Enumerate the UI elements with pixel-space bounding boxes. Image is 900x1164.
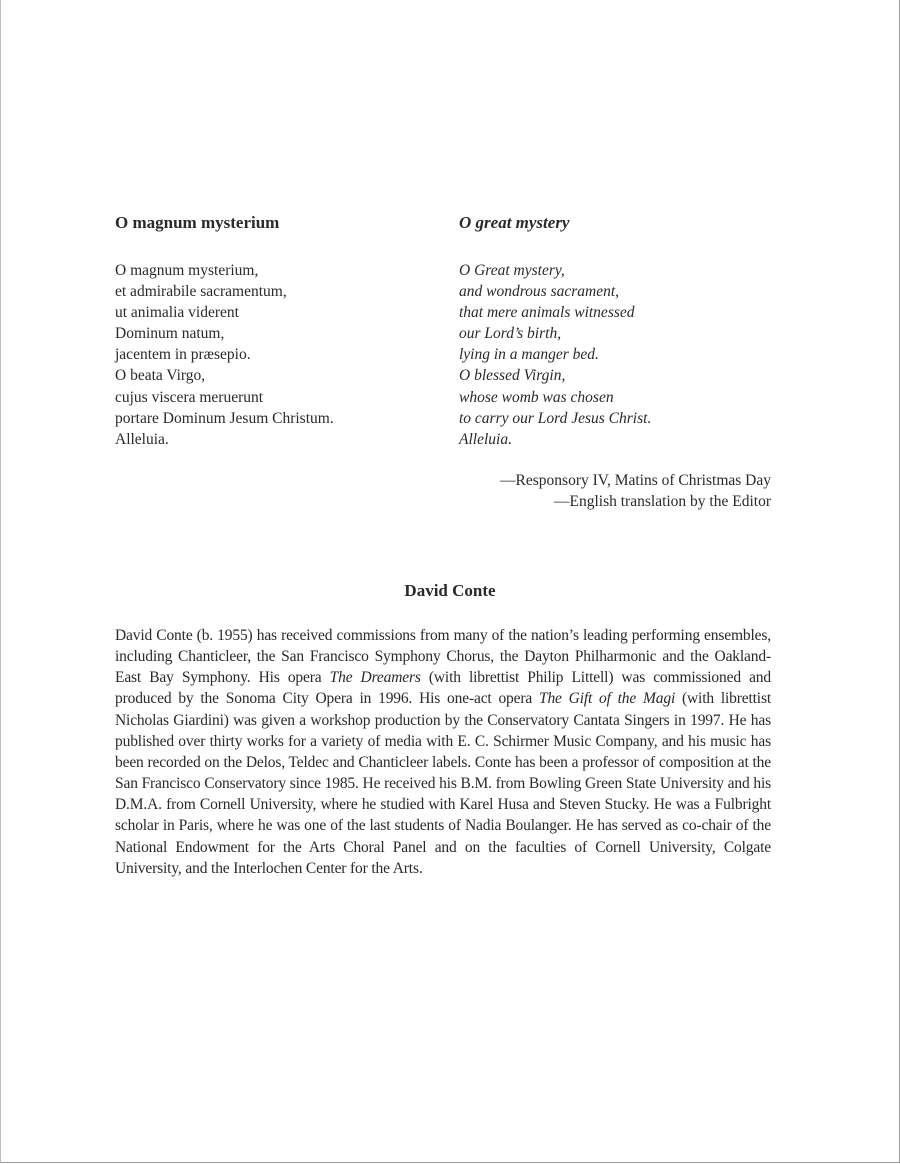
english-line: that mere animals witnessed: [459, 304, 635, 322]
english-translation-column: [459, 212, 771, 513]
latin-line: Alleluia.: [115, 430, 169, 448]
source-attribution: —Responsory IV, Matins of Christmas Day: [500, 471, 771, 489]
latin-line: O magnum mysterium,: [115, 262, 259, 279]
english-line: whose womb was chosen: [459, 388, 614, 406]
bio-paragraph: [115, 625, 771, 879]
bio-heading: David Conte: [404, 581, 496, 600]
english-line: our Lord’s birth,: [459, 325, 562, 343]
attributions: [459, 470, 771, 513]
latin-line: et admirabile sacramentum,: [115, 283, 287, 301]
latin-line: cujus viscera meruerunt: [115, 388, 264, 406]
english-title: O great mystery: [459, 213, 570, 232]
work-title-dreamers: The Dreamers: [329, 669, 421, 687]
latin-poem: [115, 260, 435, 450]
bio-text: (with librettist Philip Littell) was commissioned and produced by the Sonoma City Opera in 1996. His one-act opera: [115, 669, 771, 708]
work-title-gift-of-the-magi: The Gift of the Magi: [538, 690, 676, 708]
translation-credit: —English translation by the Editor: [554, 493, 771, 511]
english-line: Alleluia.: [459, 430, 512, 448]
english-line: lying in a manger bed.: [459, 346, 599, 364]
bio-text: (with librettist Nicholas Giardini) was given a workshop production by the Conservatory Cantata Singers in 1997. He has published over thirty works for a variety of media with E. C. Schirmer Music Company, and his music has been recorded on the Delos, Teldec and Chanticleer labels. Conte has been a professor of composition at the San Francisco Conservatory since 1985. He received his B.M. from Bowling Green State University and his D.M.A. from Cornell University, where he studied with Karel Husa and Steven Stucky. He was a Fulbright scholar in Paris, where he was one of the last students of Nadia Boulanger. He has served as co-chair of the National Endowment for the Arts Choral Panel and on the faculties of Cornell University, Colgate University, and the Interlochen Center for the Arts.: [115, 690, 771, 877]
english-line: to carry our Lord Jesus Christ.: [459, 409, 652, 427]
latin-line: portare Dominum Jesum Christum.: [115, 409, 334, 427]
latin-title: O magnum mysterium: [115, 213, 280, 232]
latin-line: jacentem in præsepio.: [115, 346, 251, 364]
bio-text: David Conte (b. 1955) has received commissions from many of the nation’s leading performing ensembles, including Chanticleer, the San Francisco Symphony Chorus, the Dayton Philharmonic and the Oakland-East Bay Symphony. His opera: [115, 627, 771, 687]
latin-line: ut animalia viderent: [115, 304, 239, 322]
english-poem: [459, 260, 771, 450]
latin-text-column: [115, 212, 435, 450]
english-line: and wondrous sacrament,: [459, 283, 620, 301]
latin-line: Dominum natum,: [115, 325, 225, 343]
english-line: O blessed Virgin,: [459, 367, 566, 385]
english-line: O Great mystery,: [459, 262, 565, 279]
latin-line: O beata Virgo,: [115, 367, 206, 385]
